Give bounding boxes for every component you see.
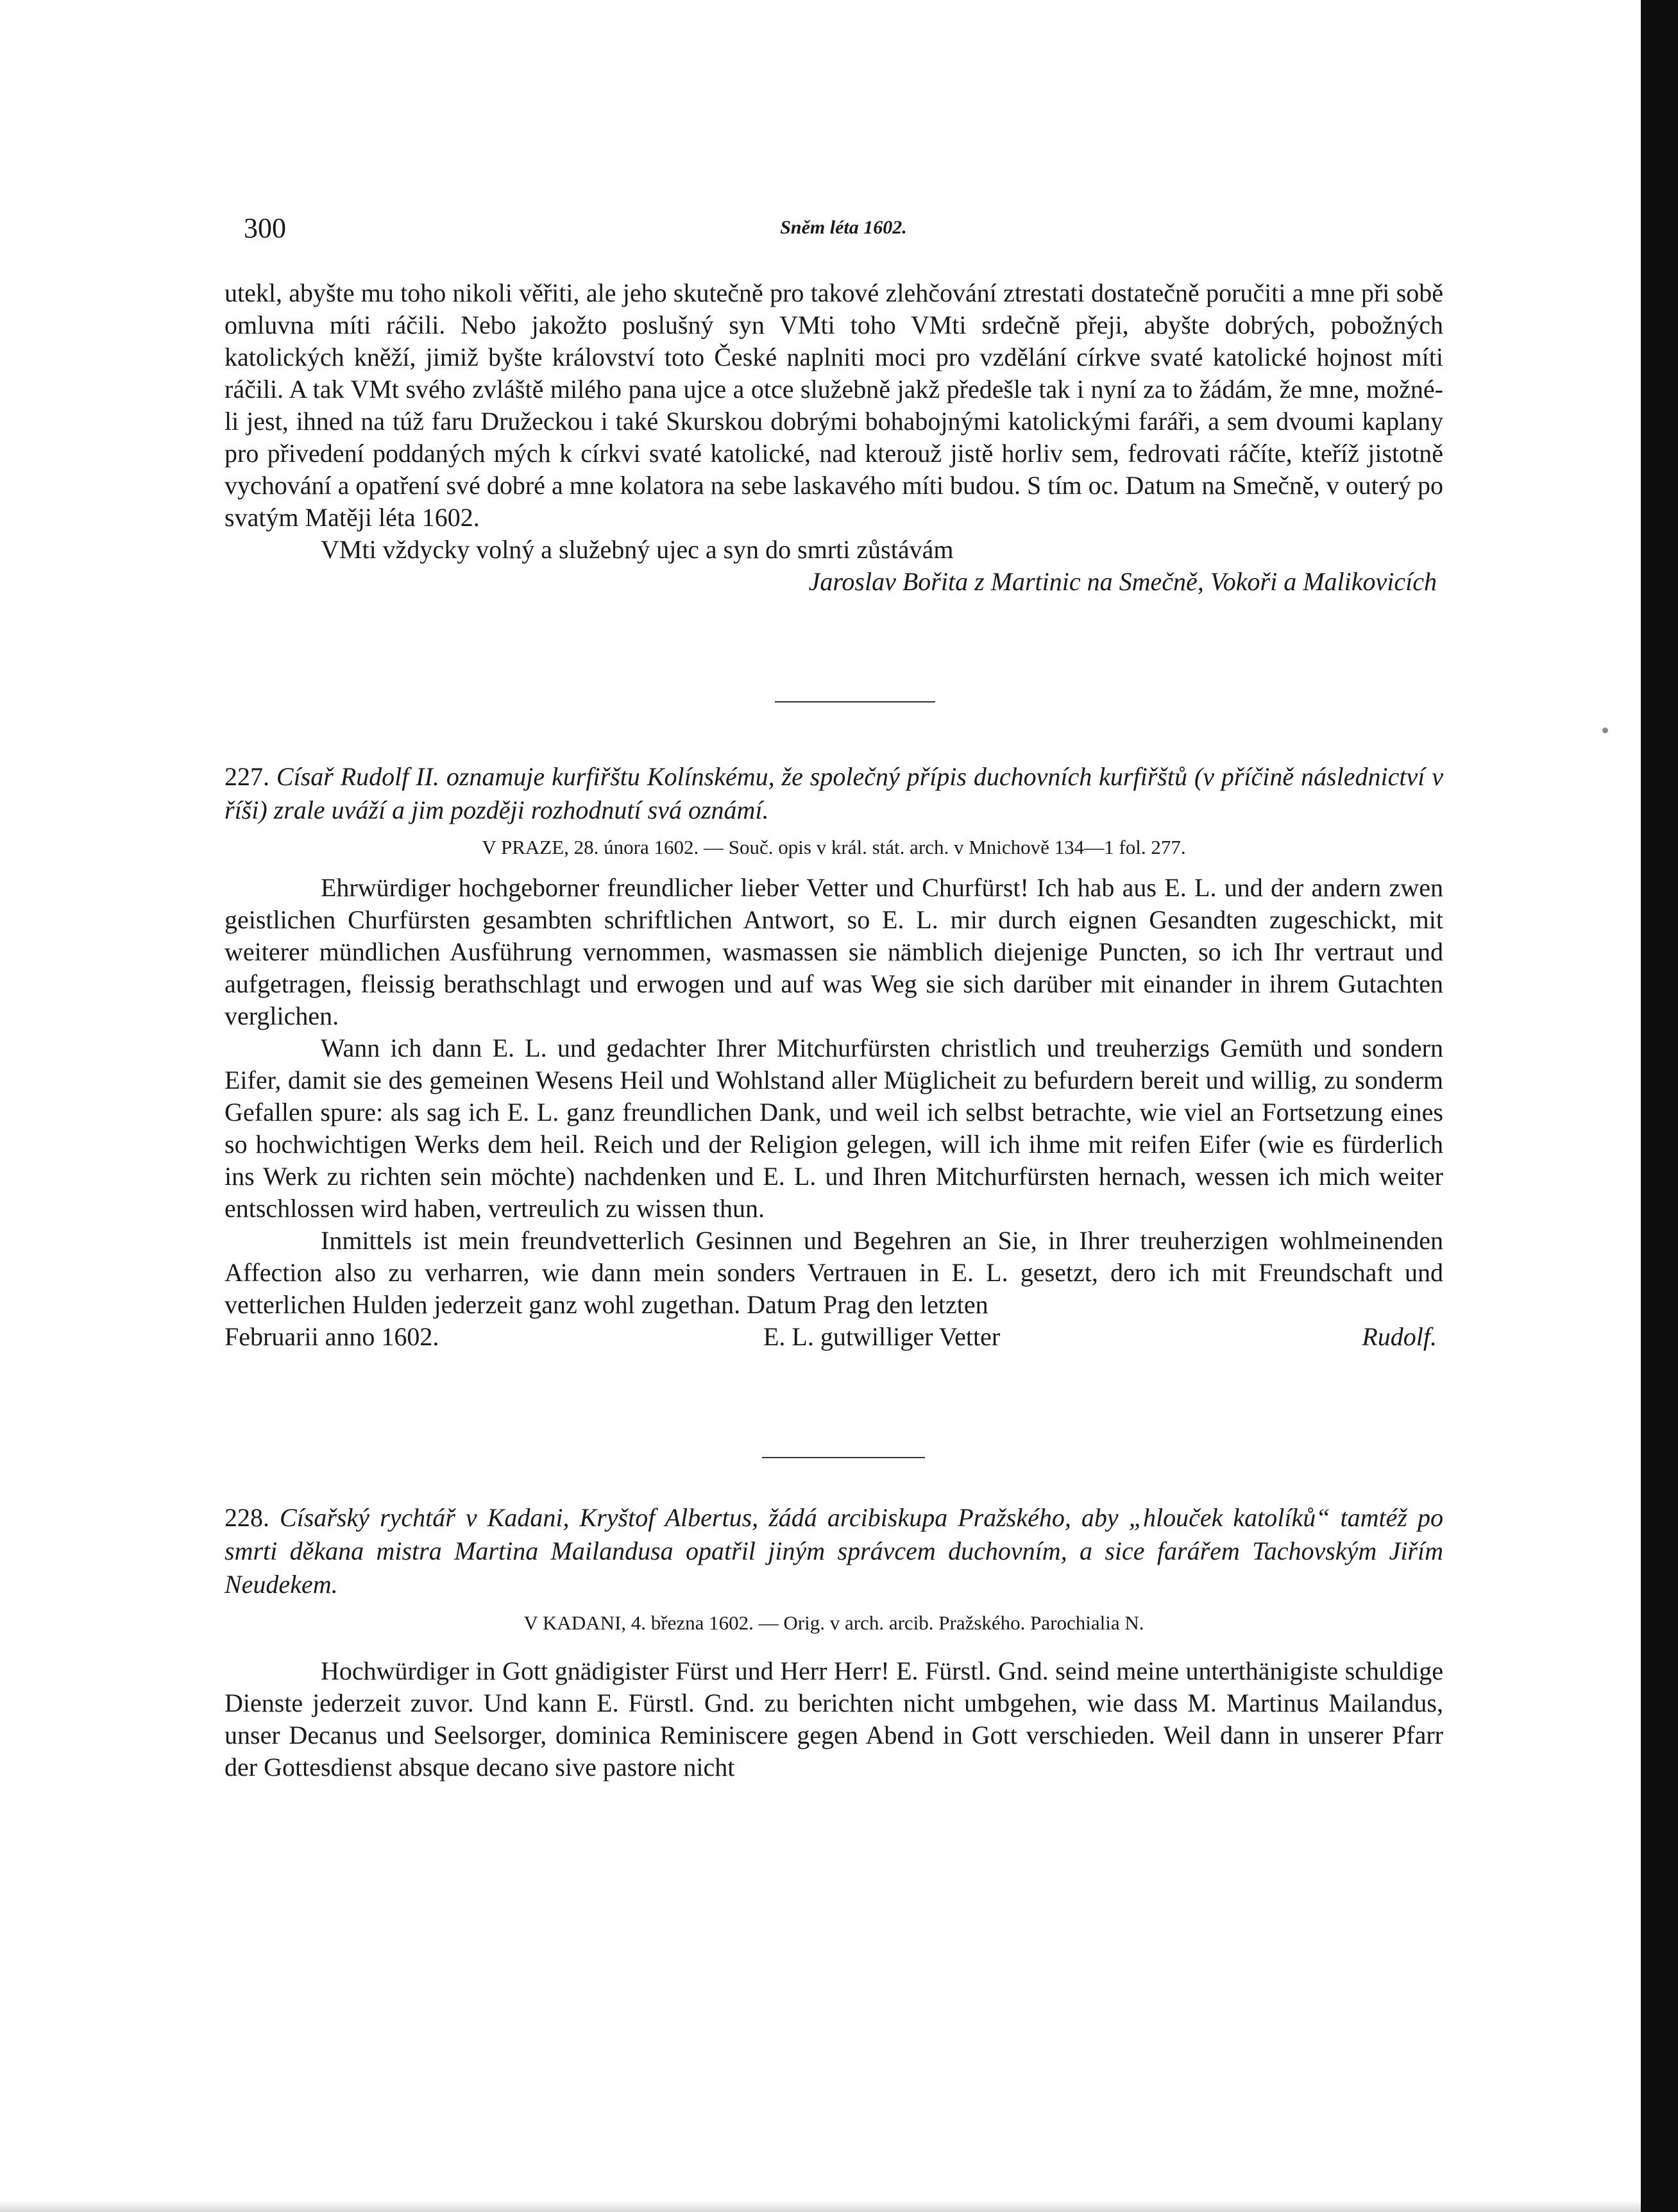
page-number: 300 xyxy=(244,212,286,244)
doc228-source: V KADANI, 4. března 1602. — Orig. v arch. arcib. Pražského. Parochialia N. xyxy=(523,1612,1144,1634)
doc227-heading-block xyxy=(225,760,1443,827)
section-divider xyxy=(775,701,935,702)
doc228-heading: Císařský rychtář v Kadani, Kryštof Albertus, žádá arcibiskupa Pražského, aby „hlouček katolíků“ tamtéž po smrti děkana mistra Martina Mailandusa opatřil jiným správcem duchovním, a sice farářem Tachovským Jiřím Neudekem. xyxy=(225,1503,1443,1599)
doc227-source: V PRAZE, 28. února 1602. — Souč. opis v král. stát. arch. v Mnichově 134—1 fol. 277. xyxy=(482,836,1186,858)
doc228-paragraph-1: Hochwürdiger in Gott gnädigister Fürst und Herr Herr! E. Fürstl. Gnd. seind meine unterthänigiste schuldige Dienste jederzeit zuvor. Und kann E. Fürstl. Gnd. zu berichten nicht umbgehen, wie dass M. Martinus Mailandus, unser Decanus und Seelsorger, dominica Reminiscere gegen Abend in Gott verschieden. Weil dann in unserer Pfarr der Gottesdienst absque decano sive pastore nicht xyxy=(225,1656,1443,1782)
doc227-paragraph-1: Ehrwürdiger hochgeborner freundlicher lieber Vetter und Churfürst! Ich hab aus E. L. und der andern zwen geistlichen Churfürsten gesambten schriftlichen Antwort, so E. L. mir durch eignen Gesandten zugeschickt, mit weiterer mündlichen Ausführung vernommen, wasmassen sie nämblich diejenige Puncten, so ich Ihr vertraut und aufgetragen, fleissig berathschlagt und erwogen und auf was Weg sie sich darüber mit einander in ihrem Gutachten verglichen. xyxy=(225,873,1443,1030)
doc228-heading-block xyxy=(225,1501,1443,1601)
doc227-closing-line xyxy=(225,1321,1443,1353)
doc227-paragraph-2: Wann ich dann E. L. und gedachter Ihrer Mitchurfürsten christlich und treuherzigs Gemüth und sondern Eifer, damit sie des gemeinen Wesens Heil und Wohlstand aller Müglicheit zu befurdern bereit und willig, zu sonderm Gefallen spure: als sag ich E. L. ganz freundlichen Dank, und weil ich selbst betrachte, wie viel an Fortsetzung eines so hochwichtigen Werks dem heil. Reich und der Religion gelegen, will ich ihme mit reifen Eifer (wie es fürderlich ins Werk zu richten sein möchte) nachdenken und E. L. und Ihren Mitchurfürsten hernach, wessen ich mich weiter entschlossen wird haben, vertreulich zu wissen thun. xyxy=(225,1034,1443,1223)
running-title: Sněm léta 1602. xyxy=(780,217,907,238)
letter-continuation xyxy=(225,277,1443,598)
doc227-signature: Rudolf. xyxy=(1362,1322,1437,1351)
doc227-paragraph-3: Inmittels ist mein freundvetterlich Gesinnen und Begehren an Sie, in Ihrer treuherzigen wohlmeinenden Affection also zu verharren, wie dann mein sonders Vertrauen in E. L. gesetzt, dero ich mit Freundschaft und vetterlichen Hulden jederzeit ganz wohl zugethan. Datum Prag den letzten xyxy=(225,1226,1443,1319)
doc227-closing-formula: E. L. gutwilliger Vetter xyxy=(763,1322,1001,1351)
letter-text: utekl, abyšte mu toho nikoli věřiti, ale jeho skutečně pro takové zlehčování ztrestati dostatečně poručiti a mne při sobě omluvna míti ráčili. Nebo jakožto poslušný syn VMti toho VMti srdečně přeji, abyšte dobrých, pobožných katolických kněží, jimiž byšte království toto České naplniti moci pro vzdělání církve svaté katolické hojnost míti ráčili. A tak VMt svého zvláště milého pana ujce a otce služebně jakž předešle tak i nyní za to žádám, že mne, možné-li jest, ihned na túž faru Družeckou i také Skurskou dobrými bohabojnými katolickými faráři, a sem dvoumi kaplany pro přivedení poddaných mých k církvi svaté katolické, nad kterouž jistě horliv sem, fedrovati ráčíte, kteříž jistotně vychování a opatření své dobré a mne kolatora na sebe laskavého míti budou. S tím oc. Datum na Smečně, v outerý po svatým Matěji léta 1602. xyxy=(225,278,1443,532)
document-228 xyxy=(225,1501,1443,1783)
doc228-number: 228. xyxy=(225,1503,269,1532)
letter-signature: Jaroslav Bořita z Martinic na Smečně, Vokoři a Malikovicích xyxy=(808,567,1437,596)
section-divider xyxy=(762,1457,925,1458)
doc227-heading: Císař Rudolf II. oznamuje kurfiřštu Kolínskému, že společný přípis duchovních kurfiřštů (v příčině následnictví v říši) zrale uváží a jim později rozhodnutí svá oznámí. xyxy=(225,762,1443,824)
page-bottom-edge xyxy=(0,2200,1641,2212)
doc227-closing-date: Februarii anno 1602. xyxy=(225,1322,439,1351)
scan-speck xyxy=(1602,727,1608,733)
page-header xyxy=(244,212,1443,250)
letter-closing: VMti vždycky volný a služebný ujec a syn do smrti zůstávám xyxy=(321,535,954,564)
doc227-number: 227. xyxy=(225,762,269,791)
document-227 xyxy=(225,760,1443,1353)
scan-border xyxy=(1641,0,1678,2212)
